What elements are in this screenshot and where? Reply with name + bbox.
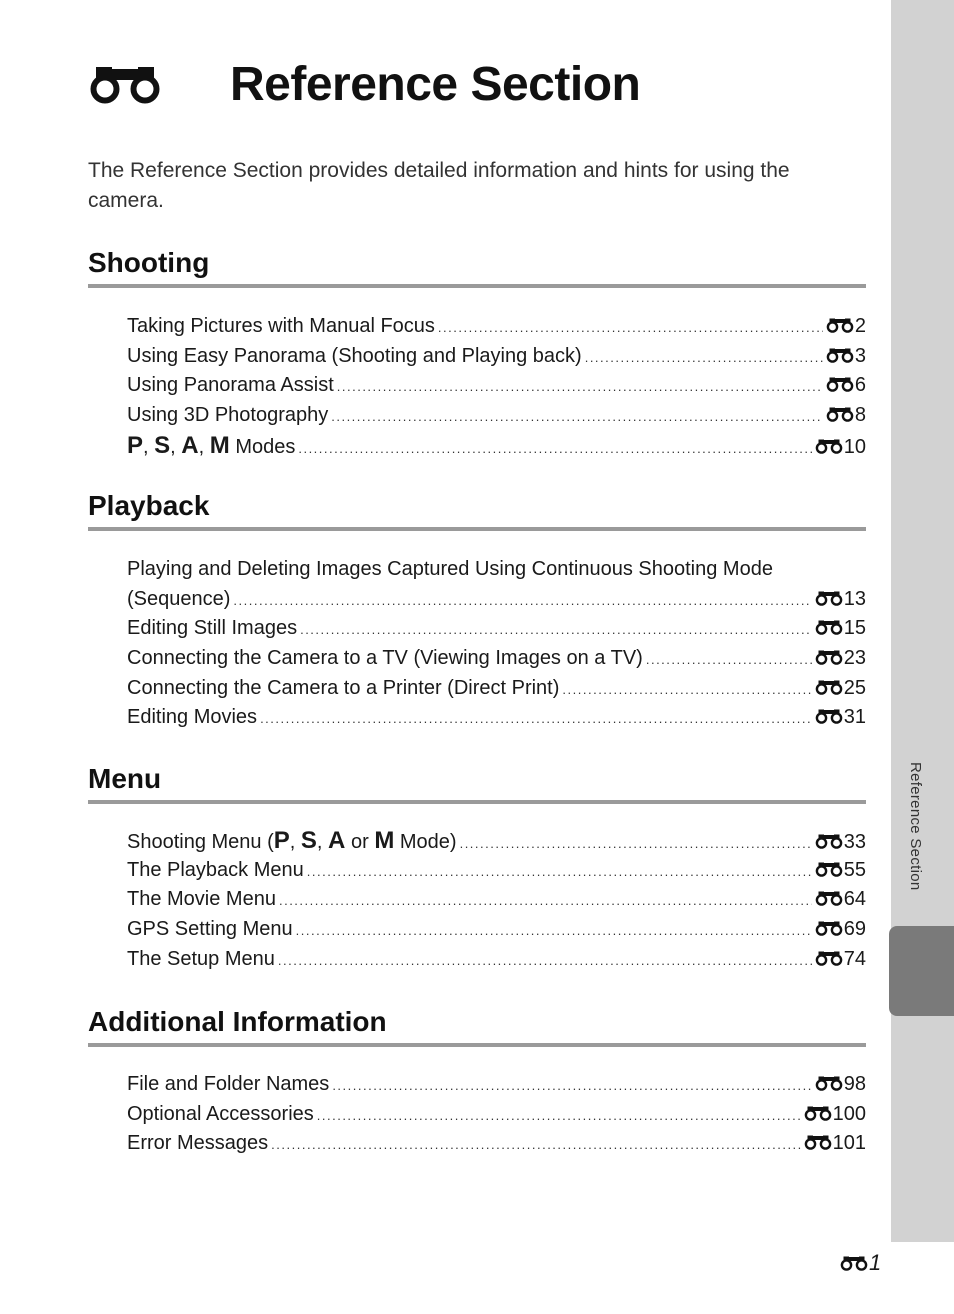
toc-entry-page — [815, 915, 866, 945]
binoculars-icon — [815, 1075, 843, 1091]
page-ref: 98 — [843, 1073, 866, 1095]
dot-leader — [233, 586, 811, 616]
toc-entry-page — [826, 312, 866, 342]
mode-m-icon: M — [374, 827, 395, 854]
toc-entry-page — [804, 1129, 866, 1159]
dot-leader — [278, 946, 812, 976]
binoculars-icon — [815, 861, 843, 877]
section-heading-menu: Menu — [88, 762, 866, 804]
toc-entry[interactable] — [127, 401, 866, 431]
toc-playback — [127, 555, 866, 733]
separator: , — [289, 831, 296, 853]
dot-leader — [279, 886, 812, 916]
dot-leader — [438, 313, 823, 343]
toc-entry[interactable] — [127, 1070, 866, 1100]
toc-entry-page — [815, 703, 866, 733]
dot-leader — [298, 434, 811, 464]
section-heading-playback: Playback — [88, 489, 866, 531]
mode-s-icon: S — [154, 431, 171, 459]
binoculars-icon — [840, 1255, 868, 1271]
toc-entry-label: Taking Pictures with Manual Focus — [127, 315, 435, 337]
binoculars-icon — [826, 347, 854, 363]
side-strip — [891, 0, 954, 1242]
dot-leader — [646, 645, 812, 675]
separator: , — [170, 435, 176, 458]
toc-entry-label: Editing Still Images — [127, 617, 298, 640]
binoculars-icon — [815, 890, 843, 906]
page-number — [840, 1250, 881, 1276]
separator: , — [143, 435, 149, 458]
or-word: or — [350, 831, 369, 853]
toc-entry-page — [815, 885, 866, 915]
page-ref: 6 — [854, 374, 866, 397]
toc-entry-label-line[interactable]: Playing and Deleting Images Captured Using Continuous Shooting Mode — [127, 558, 773, 580]
mode-p-icon: P — [127, 431, 144, 459]
dot-leader — [300, 615, 812, 645]
page-ref: 64 — [843, 888, 866, 911]
toc-entry-page — [826, 342, 866, 372]
toc-entry-label: Error Messages — [127, 1132, 269, 1155]
binoculars-icon — [826, 376, 854, 392]
page-title: Reference Section — [230, 57, 641, 111]
section-heading-additional: Additional Information — [88, 1005, 866, 1047]
toc-entry[interactable] — [127, 1129, 866, 1159]
intro-paragraph: The Reference Section provides detailed information and hints for using the camera. — [88, 159, 790, 212]
binoculars-icon — [815, 649, 843, 665]
modes-suffix: Modes — [235, 435, 296, 458]
binoculars-icon — [815, 679, 843, 695]
toc-entry-page — [815, 1070, 866, 1100]
binoculars-icon — [88, 64, 162, 104]
binoculars-icon — [826, 406, 854, 422]
page-ref: 69 — [843, 918, 866, 941]
dot-leader — [585, 343, 823, 373]
mode-a-icon: A — [328, 827, 346, 854]
toc-shooting — [127, 312, 866, 460]
toc-entry[interactable] — [127, 856, 866, 886]
toc-entry-label: Using Panorama Assist — [127, 374, 334, 397]
page-header — [88, 52, 640, 116]
toc-entry[interactable] — [127, 703, 866, 733]
page-ref: 23 — [843, 647, 866, 670]
binoculars-icon — [804, 1134, 832, 1150]
mode-m-icon: M — [209, 431, 230, 459]
toc-entry-page — [815, 945, 866, 975]
page-ref: 33 — [843, 831, 866, 853]
page-ref: 101 — [832, 1132, 866, 1155]
dot-leader — [337, 372, 823, 402]
page-ref: 15 — [843, 617, 866, 640]
page-ref: 8 — [854, 404, 866, 427]
dot-leader — [317, 1101, 801, 1131]
toc-entry-page — [804, 1100, 866, 1130]
binoculars-icon — [804, 1105, 832, 1121]
dot-leader — [332, 1071, 811, 1101]
toc-entry[interactable] — [127, 1100, 866, 1130]
dot-leader — [260, 704, 812, 734]
toc-entry[interactable] — [127, 312, 866, 342]
dot-leader — [460, 829, 812, 859]
toc-entry-page — [815, 433, 866, 463]
toc-entry-page — [826, 401, 866, 431]
toc-entry[interactable] — [127, 431, 866, 461]
side-tab-label: Reference Section — [907, 762, 924, 891]
binoculars-icon — [815, 920, 843, 936]
toc-entry[interactable] — [127, 945, 866, 975]
binoculars-icon — [815, 619, 843, 635]
toc-entry[interactable] — [127, 885, 866, 915]
binoculars-icon — [815, 590, 843, 606]
section-heading-shooting: Shooting — [88, 246, 866, 288]
toc-entry-label: The Setup Menu — [127, 947, 275, 970]
page-ref: 31 — [843, 706, 866, 729]
toc-entry-page — [815, 674, 866, 704]
dot-leader — [331, 402, 823, 432]
binoculars-icon — [826, 317, 854, 333]
toc-entry[interactable] — [127, 342, 866, 372]
toc-entry-label: Using Easy Panorama (Shooting and Playing back) — [127, 344, 582, 367]
toc-entry-label — [127, 431, 295, 463]
toc-entry-page — [826, 371, 866, 401]
toc-entry[interactable] — [127, 674, 866, 704]
toc-additional — [127, 1070, 866, 1159]
dot-leader — [271, 1130, 800, 1160]
mode-p-icon: P — [273, 827, 290, 854]
toc-entry-label: Connecting the Camera to a TV (Viewing Images on a TV) — [127, 647, 643, 670]
dot-leader — [562, 675, 811, 705]
toc-entry-label: Editing Movies — [127, 706, 258, 729]
toc-entry-page — [815, 644, 866, 674]
separator: , — [198, 435, 205, 458]
toc-entry-page — [815, 585, 866, 615]
toc-entry-label: (Sequence) — [127, 587, 231, 610]
page-ref: 13 — [843, 587, 866, 610]
dot-leader — [307, 857, 812, 887]
toc-menu — [127, 826, 866, 974]
toc-entry[interactable] — [127, 585, 866, 615]
page-ref: 10 — [843, 435, 866, 458]
page-ref: 74 — [843, 947, 866, 970]
binoculars-icon — [815, 833, 843, 849]
entry-suffix: Mode) — [399, 831, 457, 853]
toc-entry[interactable] — [127, 371, 866, 401]
dot-leader — [296, 916, 812, 946]
page-ref: 3 — [854, 344, 866, 367]
page-ref: 25 — [843, 676, 866, 699]
toc-entry-label: Connecting the Camera to a Printer (Direct Print) — [127, 676, 560, 699]
toc-entry-page — [815, 828, 866, 858]
toc-entry-page — [815, 856, 866, 886]
page-ref: 2 — [854, 315, 866, 337]
toc-entry[interactable] — [127, 826, 866, 856]
binoculars-icon — [815, 708, 843, 724]
toc-entry[interactable] — [127, 644, 866, 674]
page-number-value: 1 — [869, 1250, 882, 1275]
toc-entry-label: The Playback Menu — [127, 858, 304, 881]
toc-entry-label — [127, 826, 457, 858]
mode-a-icon: A — [181, 431, 199, 459]
toc-entry[interactable] — [127, 915, 866, 945]
toc-entry-label: GPS Setting Menu — [127, 918, 293, 941]
toc-entry-page — [815, 614, 866, 644]
side-tab-marker — [889, 926, 954, 1016]
toc-entry-label: Using 3D Photography — [127, 404, 329, 427]
binoculars-icon — [815, 438, 843, 454]
toc-entry[interactable] — [127, 614, 866, 644]
binoculars-icon — [815, 950, 843, 966]
page-ref: 100 — [832, 1102, 866, 1125]
toc-entry-label: File and Folder Names — [127, 1073, 330, 1095]
page-ref: 55 — [843, 858, 866, 881]
separator: , — [316, 831, 323, 853]
toc-entry-label: Optional Accessories — [127, 1102, 314, 1125]
mode-s-icon: S — [300, 827, 317, 854]
toc-entry-label: The Movie Menu — [127, 888, 276, 911]
entry-prefix: Shooting Menu ( — [127, 831, 274, 853]
